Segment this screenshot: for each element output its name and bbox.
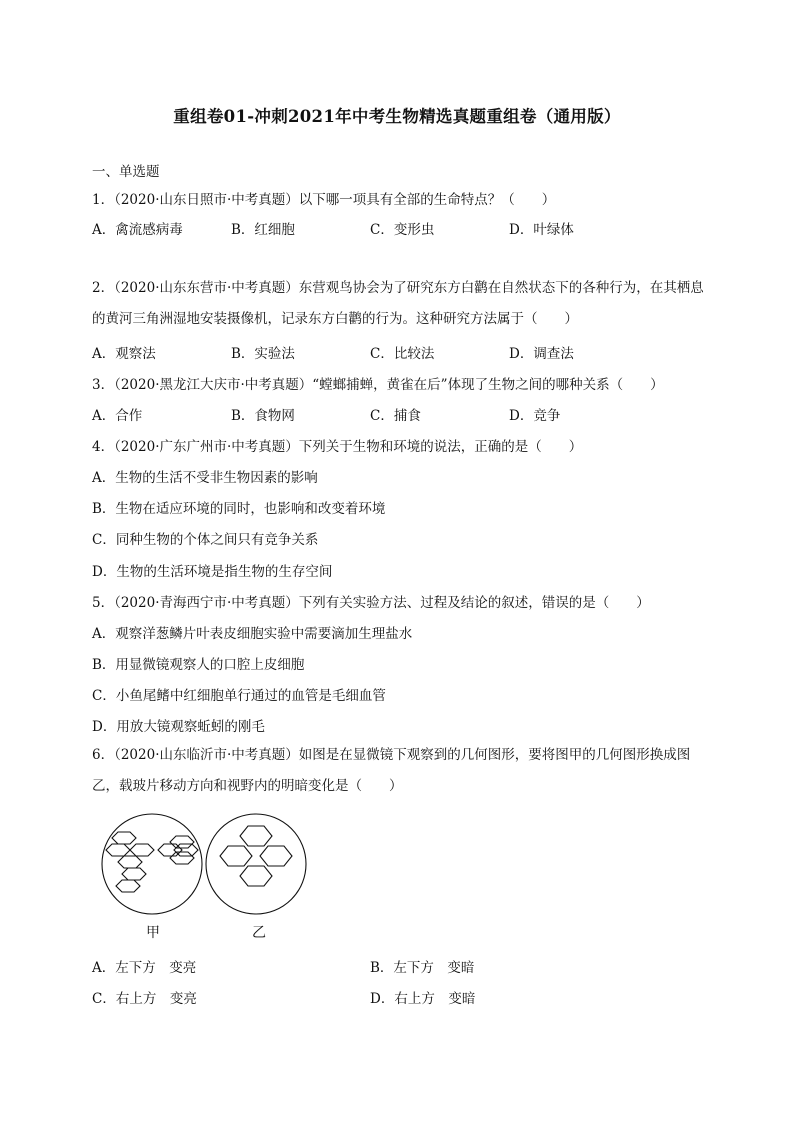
question-4-option-d[interactable]: D．生物的生活环境是指生物的生存空间 [92, 564, 333, 580]
small-hexagons-jia [106, 832, 198, 892]
field-of-view-yi [206, 814, 306, 914]
question-6-option-a[interactable]: A．左下方 变亮 [92, 960, 197, 976]
question-3-options [92, 404, 732, 424]
question-4-option-a[interactable]: A．生物的生活不受非生物因素的影响 [92, 470, 318, 486]
question-2-options [92, 342, 732, 362]
question-3-stem: 3．（2020·黑龙江大庆市·中考真题）“螳螂捕蝉，黄雀在后”体现了生物之间的哪种关系（ ） [92, 377, 664, 393]
question-6-options-row-2 [92, 987, 732, 1007]
question-4-option-b[interactable]: B．生物在适应环境的同时，也影响和改变着环境 [92, 501, 386, 517]
question-3-option-d[interactable]: D．竞争 [509, 408, 561, 424]
question-5-option-d[interactable]: D．用放大镜观察蚯蚓的刚毛 [92, 719, 265, 735]
question-6-stem: 6．（2020·山东临沂市·中考真题）如图是在显微镜下观察到的几何图形，要将图甲的几何图形换成图乙，载玻片移动方向和视野内的明暗变化是（ ） [92, 747, 691, 794]
figure-label-yi: 乙 [252, 925, 266, 941]
question-2-stem: 2．（2020·山东东营市·中考真题）东营观鸟协会为了研究东方白鹳在自然状态下的各种行为，在其栖息的黄河三角洲湿地安装摄像机，记录东方白鹳的行为。这种研究方法属于（ ） [92, 280, 704, 327]
question-1-option-c[interactable]: C．变形虫 [370, 222, 435, 238]
question-3-option-b[interactable]: B．食物网 [231, 408, 295, 424]
figure-label-jia: 甲 [146, 925, 160, 941]
question-5-stem: 5．（2020·青海西宁市·中考真题）下列有关实验方法、过程及结论的叙述，错误的是（ ） [92, 595, 650, 611]
large-hexagons-yi [220, 826, 292, 886]
question-6-option-d[interactable]: D．右上方 变暗 [370, 991, 476, 1007]
question-5-option-a[interactable]: A．观察洋葱鳞片叶表皮细胞实验中需要滴加生理盐水 [92, 626, 413, 642]
question-5-option-b[interactable]: B．用显微镜观察人的口腔上皮细胞 [92, 657, 305, 673]
question-1-options [92, 218, 732, 238]
question-5-option-c[interactable]: C．小鱼尾鳍中红细胞单行通过的血管是毛细血管 [92, 688, 386, 704]
question-1-option-a[interactable]: A．禽流感病毒 [92, 222, 183, 238]
question-2-option-c[interactable]: C．比较法 [370, 346, 435, 362]
question-2-option-a[interactable]: A．观察法 [92, 346, 156, 362]
microscope-views-diagram [100, 812, 330, 922]
microscope-figure [100, 812, 330, 941]
question-3-option-a[interactable]: A．合作 [92, 408, 143, 424]
question-3-option-c[interactable]: C．捕食 [370, 408, 421, 424]
question-2-option-d[interactable]: D．调查法 [509, 346, 574, 362]
question-1-option-b[interactable]: B．红细胞 [231, 222, 295, 238]
question-4-stem: 4．（2020·广东广州市·中考真题）下列关于生物和环境的说法，正确的是（ ） [92, 439, 583, 455]
question-6-option-c[interactable]: C．右上方 变亮 [92, 991, 197, 1007]
page-title: 重组卷01-冲刺2021年中考生物精选真题重组卷（通用版） [173, 107, 621, 126]
question-6-option-b[interactable]: B．左下方 变暗 [370, 960, 475, 976]
question-2-option-b[interactable]: B．实验法 [231, 346, 295, 362]
section-heading: 一、单选题 [92, 164, 160, 180]
question-1-stem: 1．（2020·山东日照市·中考真题）以下哪一项具有全部的生命特点？（ ） [92, 192, 556, 208]
question-6-options-row-1 [92, 956, 732, 976]
question-1-option-d[interactable]: D．叶绿体 [509, 222, 574, 238]
question-4-option-c[interactable]: C．同种生物的个体之间只有竞争关系 [92, 532, 319, 548]
